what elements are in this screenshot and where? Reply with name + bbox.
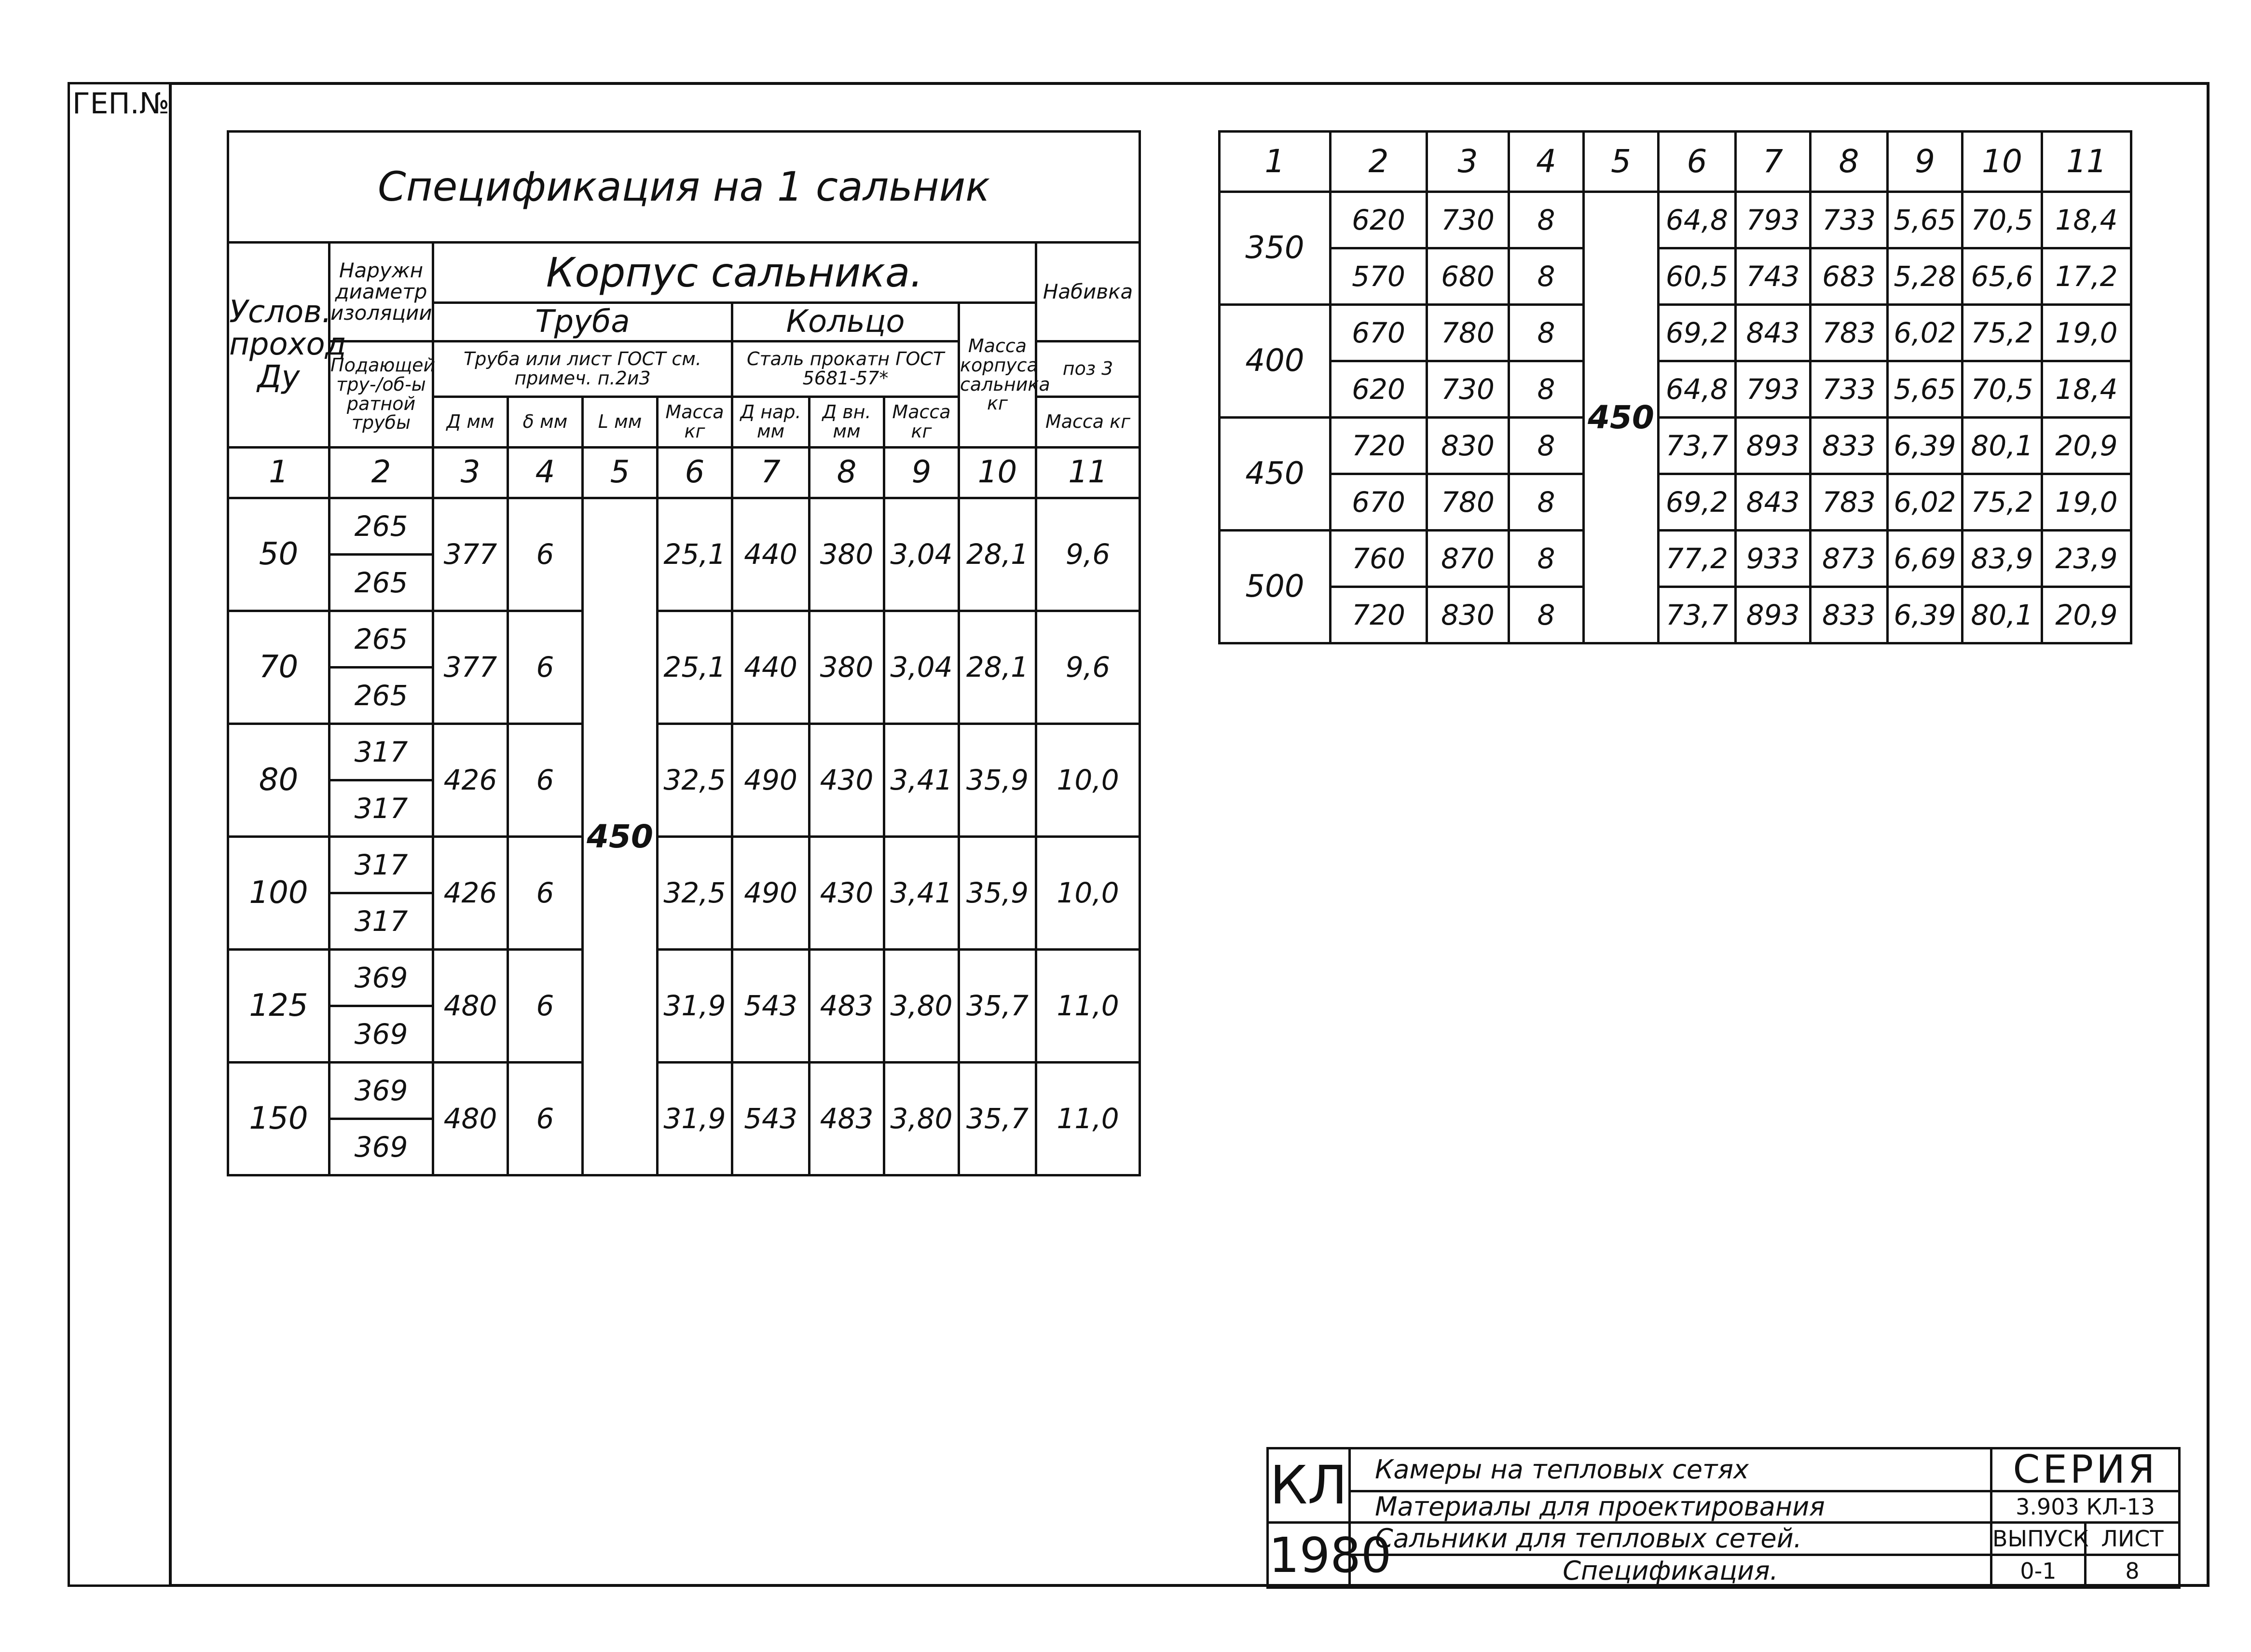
stamp-list-value: 8 [2086, 1555, 2180, 1588]
mass-cell: 31,9 [658, 1063, 732, 1175]
delta-cell: 8 [1509, 474, 1584, 531]
col-num: 5 [1584, 132, 1659, 192]
column-number-row [1220, 132, 2131, 192]
d-outer-cell: 893 [1736, 587, 1811, 643]
hdr-mass3: Масса кг [1036, 397, 1140, 448]
outer-dia-cell: 317 [329, 837, 433, 893]
d-inner-cell: 783 [1811, 474, 1888, 531]
d-outer-cell: 793 [1736, 192, 1811, 248]
col-num: 8 [810, 448, 884, 498]
delta-cell: 8 [1509, 418, 1584, 474]
table-row [228, 498, 1140, 555]
hdr-pos3: поз 3 [1036, 341, 1140, 397]
dy-cell: 125 [228, 950, 329, 1063]
d-outer-cell: 793 [1736, 361, 1811, 418]
title-block [1266, 1447, 2181, 1589]
d-outer-cell: 843 [1736, 474, 1811, 531]
hdr-l: L мм [583, 397, 658, 448]
stamp-seriya-value: 3.903 КЛ-13 [1991, 1491, 2180, 1523]
delta-cell: 6 [508, 1063, 583, 1175]
delta-cell: 8 [1509, 361, 1584, 418]
registration-label: ГЕП.№ [72, 87, 170, 121]
dy-cell: 150 [228, 1063, 329, 1175]
outer-dia-cell: 620 [1331, 361, 1427, 418]
outer-dia-cell: 317 [329, 780, 433, 837]
d-cell: 830 [1427, 587, 1509, 643]
body-mass-cell: 75,2 [1963, 305, 2042, 361]
hdr-ring: Кольцо [732, 303, 959, 341]
ring-mass-cell: 3,80 [884, 1063, 959, 1175]
ring-mass-cell: 3,41 [884, 837, 959, 950]
dy-cell: 500 [1220, 531, 1331, 643]
packing-mass-cell: 9,6 [1036, 611, 1140, 724]
table-row [1220, 248, 2131, 305]
table-row [1220, 192, 2131, 248]
mass-cell: 73,7 [1659, 587, 1736, 643]
mass-cell: 25,1 [658, 611, 732, 724]
body-mass-cell: 70,5 [1963, 192, 2042, 248]
outer-dia-cell: 760 [1331, 531, 1427, 587]
mass-cell: 77,2 [1659, 531, 1736, 587]
body-mass-cell: 80,1 [1963, 418, 2042, 474]
delta-cell: 6 [508, 724, 583, 837]
hdr-d: Д мм [433, 397, 508, 448]
hdr-body: Корпус сальника. [433, 243, 1036, 303]
d-cell: 377 [433, 498, 508, 611]
d-cell: 780 [1427, 305, 1509, 361]
packing-mass-cell: 9,6 [1036, 498, 1140, 611]
outer-dia-cell: 265 [329, 498, 433, 555]
outer-dia-cell: 620 [1331, 192, 1427, 248]
col-num: 2 [1331, 132, 1427, 192]
ring-mass-cell: 6,02 [1888, 474, 1963, 531]
d-inner-cell: 380 [810, 498, 884, 611]
table-row [228, 724, 1140, 780]
d-inner-cell: 430 [810, 837, 884, 950]
d-inner-cell: 430 [810, 724, 884, 837]
d-cell: 377 [433, 611, 508, 724]
body-mass-cell: 83,9 [1963, 531, 2042, 587]
hdr-mass-body: Масса корпуса сальника кг [959, 303, 1036, 448]
d-cell: 480 [433, 950, 508, 1063]
ring-mass-cell: 3,80 [884, 950, 959, 1063]
d-cell: 830 [1427, 418, 1509, 474]
body-mass-cell: 28,1 [959, 498, 1036, 611]
outer-dia-cell: 265 [329, 611, 433, 668]
delta-cell: 8 [1509, 248, 1584, 305]
continuation-table [1218, 130, 2132, 644]
table-row [1220, 474, 2131, 531]
mass-cell: 60,5 [1659, 248, 1736, 305]
outer-dia-cell: 369 [329, 1119, 433, 1175]
col-num: 3 [433, 448, 508, 498]
outer-dia-cell: 369 [329, 1006, 433, 1063]
col-num: 6 [1659, 132, 1736, 192]
stamp-line3: Сальники для тепловых сетей. [1350, 1523, 1991, 1555]
col-num: 7 [732, 448, 810, 498]
col-num: 7 [1736, 132, 1811, 192]
table-row [1220, 587, 2131, 643]
col-num: 9 [884, 448, 959, 498]
body-mass-cell: 28,1 [959, 611, 1036, 724]
hdr-d-outer: Д нар. мм [732, 397, 810, 448]
d-outer-cell: 543 [732, 1063, 810, 1175]
table-row [1220, 418, 2131, 474]
packing-mass-cell: 20,9 [2042, 587, 2131, 643]
body-mass-cell: 35,9 [959, 724, 1036, 837]
col-num: 9 [1888, 132, 1963, 192]
col-num: 2 [329, 448, 433, 498]
dy-cell: 80 [228, 724, 329, 837]
hdr-mass2: Масса кг [884, 397, 959, 448]
stamp-line2: Материалы для проектирования [1350, 1491, 1991, 1523]
col-num: 6 [658, 448, 732, 498]
d-cell: 730 [1427, 361, 1509, 418]
hdr-pipe-split: Подающей тру-/об-ы ратной трубы [329, 341, 433, 448]
dy-cell: 100 [228, 837, 329, 950]
d-outer-cell: 843 [1736, 305, 1811, 361]
ring-mass-cell: 3,41 [884, 724, 959, 837]
d-cell: 480 [433, 1063, 508, 1175]
outer-dia-cell: 265 [329, 668, 433, 724]
table-row [1220, 361, 2131, 418]
outer-dia-cell: 570 [1331, 248, 1427, 305]
d-inner-cell: 783 [1811, 305, 1888, 361]
col-num: 5 [583, 448, 658, 498]
body-mass-cell: 80,1 [1963, 587, 2042, 643]
stamp-line1: Камеры на тепловых сетях [1350, 1448, 1991, 1491]
d-inner-cell: 733 [1811, 192, 1888, 248]
ring-mass-cell: 5,65 [1888, 361, 1963, 418]
d-inner-cell: 380 [810, 611, 884, 724]
packing-mass-cell: 19,0 [2042, 474, 2131, 531]
outer-dia-cell: 317 [329, 893, 433, 950]
outer-dia-cell: 369 [329, 1063, 433, 1119]
table-row [228, 1063, 1140, 1119]
packing-mass-cell: 20,9 [2042, 418, 2131, 474]
hdr-packing: Набивка [1036, 243, 1140, 341]
d-cell: 870 [1427, 531, 1509, 587]
d-inner-cell: 833 [1811, 587, 1888, 643]
mass-cell: 25,1 [658, 498, 732, 611]
mass-cell: 32,5 [658, 837, 732, 950]
mass-cell: 32,5 [658, 724, 732, 837]
hdr-cond-pass: Услов. проход Ду [228, 243, 329, 448]
packing-mass-cell: 10,0 [1036, 724, 1140, 837]
packing-mass-cell: 10,0 [1036, 837, 1140, 950]
d-outer-cell: 490 [732, 724, 810, 837]
mass-cell: 64,8 [1659, 361, 1736, 418]
col-num: 11 [2042, 132, 2131, 192]
d-cell: 730 [1427, 192, 1509, 248]
packing-mass-cell: 23,9 [2042, 531, 2131, 587]
body-mass-cell: 65,6 [1963, 248, 2042, 305]
dy-cell: 450 [1220, 418, 1331, 531]
packing-mass-cell: 11,0 [1036, 950, 1140, 1063]
mass-cell: 69,2 [1659, 474, 1736, 531]
ring-mass-cell: 6,69 [1888, 531, 1963, 587]
hdr-d-inner: Д вн. мм [810, 397, 884, 448]
stamp-seriya-label: СЕРИЯ [1991, 1448, 2180, 1491]
dy-cell: 350 [1220, 192, 1331, 305]
d-inner-cell: 483 [810, 950, 884, 1063]
stamp-line4: Спецификация. [1350, 1555, 1991, 1588]
delta-cell: 8 [1509, 587, 1584, 643]
table-row [228, 837, 1140, 893]
packing-mass-cell: 17,2 [2042, 248, 2131, 305]
d-outer-cell: 933 [1736, 531, 1811, 587]
mass-cell: 73,7 [1659, 418, 1736, 474]
body-mass-cell: 70,5 [1963, 361, 2042, 418]
packing-mass-cell: 18,4 [2042, 192, 2131, 248]
dy-cell: 400 [1220, 305, 1331, 418]
delta-cell: 6 [508, 611, 583, 724]
outer-dia-cell: 670 [1331, 474, 1427, 531]
packing-mass-cell: 18,4 [2042, 361, 2131, 418]
body-mass-cell: 35,7 [959, 950, 1036, 1063]
hdr-mass: Масса кг [658, 397, 732, 448]
ring-mass-cell: 5,28 [1888, 248, 1963, 305]
col-num: 3 [1427, 132, 1509, 192]
hdr-pipe: Труба [433, 303, 732, 341]
d-inner-cell: 733 [1811, 361, 1888, 418]
l-merged-cell: 450 [1584, 192, 1659, 643]
delta-cell: 8 [1509, 531, 1584, 587]
body-mass-cell: 35,7 [959, 1063, 1036, 1175]
d-outer-cell: 440 [732, 611, 810, 724]
mass-cell: 64,8 [1659, 192, 1736, 248]
delta-cell: 8 [1509, 305, 1584, 361]
hdr-delta: δ мм [508, 397, 583, 448]
outer-dia-cell: 317 [329, 724, 433, 780]
stamp-list-label: ЛИСТ [2086, 1523, 2180, 1555]
d-inner-cell: 483 [810, 1063, 884, 1175]
col-num: 1 [1220, 132, 1331, 192]
outer-dia-cell: 720 [1331, 587, 1427, 643]
stamp-kl: КЛ [1268, 1448, 1350, 1523]
l-merged-cell: 450 [583, 498, 658, 1175]
d-cell: 680 [1427, 248, 1509, 305]
ring-mass-cell: 3,04 [884, 498, 959, 611]
col-num: 11 [1036, 448, 1140, 498]
dy-cell: 70 [228, 611, 329, 724]
d-inner-cell: 873 [1811, 531, 1888, 587]
outer-dia-cell: 369 [329, 950, 433, 1006]
ring-mass-cell: 5,65 [1888, 192, 1963, 248]
d-outer-cell: 893 [1736, 418, 1811, 474]
packing-mass-cell: 11,0 [1036, 1063, 1140, 1175]
col-num: 10 [1963, 132, 2042, 192]
d-cell: 426 [433, 837, 508, 950]
ring-mass-cell: 6,39 [1888, 587, 1963, 643]
hdr-outer-dia: Наружн диаметр изоляции [329, 243, 433, 341]
col-num: 1 [228, 448, 329, 498]
stamp-vypusk-label: ВЫПУСК [1991, 1523, 2086, 1555]
outer-dia-cell: 720 [1331, 418, 1427, 474]
table-row [228, 611, 1140, 668]
hdr-pipe-desc: Труба или лист ГОСТ см. примеч. п.2и3 [433, 341, 732, 397]
body-mass-cell: 75,2 [1963, 474, 2042, 531]
delta-cell: 6 [508, 837, 583, 950]
d-inner-cell: 833 [1811, 418, 1888, 474]
spec-title: Спецификация на 1 сальник [228, 132, 1140, 243]
dy-cell: 50 [228, 498, 329, 611]
d-cell: 426 [433, 724, 508, 837]
ring-mass-cell: 6,39 [1888, 418, 1963, 474]
body-mass-cell: 35,9 [959, 837, 1036, 950]
packing-mass-cell: 19,0 [2042, 305, 2131, 361]
mass-cell: 69,2 [1659, 305, 1736, 361]
specification-table [227, 130, 1141, 1176]
stamp-vypusk-value: 0-1 [1991, 1555, 2086, 1588]
outer-dia-cell: 670 [1331, 305, 1427, 361]
ring-mass-cell: 3,04 [884, 611, 959, 724]
d-cell: 780 [1427, 474, 1509, 531]
table-row [228, 950, 1140, 1006]
delta-cell: 8 [1509, 192, 1584, 248]
delta-cell: 6 [508, 950, 583, 1063]
d-outer-cell: 743 [1736, 248, 1811, 305]
table-row [1220, 305, 2131, 361]
left-stamp-strip [68, 82, 169, 1587]
outer-dia-cell: 265 [329, 555, 433, 611]
col-num: 4 [508, 448, 583, 498]
d-outer-cell: 490 [732, 837, 810, 950]
mass-cell: 31,9 [658, 950, 732, 1063]
col-num: 8 [1811, 132, 1888, 192]
delta-cell: 6 [508, 498, 583, 611]
d-outer-cell: 543 [732, 950, 810, 1063]
col-num: 4 [1509, 132, 1584, 192]
col-num: 10 [959, 448, 1036, 498]
stamp-year: 1980 [1268, 1523, 1350, 1588]
d-outer-cell: 440 [732, 498, 810, 611]
column-number-row [228, 448, 1140, 498]
hdr-ring-desc: Сталь прокатн ГОСТ 5681-57* [732, 341, 959, 397]
d-inner-cell: 683 [1811, 248, 1888, 305]
table-row [1220, 531, 2131, 587]
ring-mass-cell: 6,02 [1888, 305, 1963, 361]
